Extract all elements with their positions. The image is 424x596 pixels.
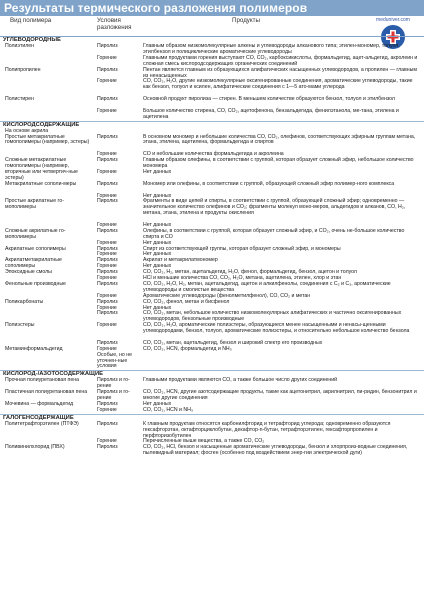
polymer-cell: Полиэстеры [5,322,35,329]
products-cell: CO, CO₂, HCN, формальдегид и NH₃ [143,345,232,352]
polymer-cell: Метакрилатные сополи-меры [5,180,77,187]
conditions-cell: Горение [97,168,117,175]
products-cell: Главным образом низкомолекулярные алкены и углеводороды алканового типа; этилен-мономер, толуол, этилбензол и полициклические ароматические углеводороды [143,43,400,55]
conditions-cell: Горение [97,322,117,329]
polymer-cell: Сложные акрилатные го-мополимеры [5,227,66,240]
products-cell: CO и небольшие количества формальдегида и акролеина [143,151,284,158]
products-cell: Главным образом олефины, в соответствии с группой, которая образует сложный эфир, небольшое количество мономера [143,157,414,170]
polymer-table [0,37,424,463]
table-row [0,353,424,371]
conditions-cell: Горение [97,263,117,270]
page-title: Результаты термического разложения полимеров [4,1,308,15]
polymer-cell: Мочевина — формальдегид [5,400,74,407]
products-cell: Основной продукт пиролиза — стирен. В меньшем количестве образуются бензол, толуол и этилбензол [143,96,395,103]
conditions-cell: Пиролиз [97,269,118,276]
polymer-cell: Поликарбонаты [5,298,44,305]
products-cell: Олефины, в соответствии с группой, которая образует сложный эфир, и CO₂, очень не-большое количество спирта и CO [143,227,405,240]
polymer-cell: Метаминформальдегид [5,345,63,352]
table-row [0,229,424,241]
products-cell: Нет данных [143,400,172,407]
products-cell: CO, CO₂, фенол, метан и бисфенол [143,298,230,305]
table-row [0,282,424,294]
polymer-cell: Пластичная полиуретановая пена [5,389,88,396]
table-row [0,422,424,440]
table-row [0,445,424,463]
products-cell: Нет данных [143,239,172,246]
polymer-cell: Сложные метакрилатные гомополимеры (например, вторичные или четвертич-ные эстеры) [5,157,78,181]
conditions-cell: Горение [97,192,117,199]
products-cell: CO, CO₂, метан, ацетальдегид, бензол и широкий спектр его производных [143,339,323,346]
products-cell: Нет данных [143,192,172,199]
table-row [0,199,424,223]
table-row [0,56,424,68]
polymer-cell: Акрилатные сополимеры [5,245,66,252]
conditions-cell: Горение [97,275,117,282]
products-cell: Фрагменты в виде цепей и спирты, в соответствии с группой, образующей сложный эфир; одновременно — значительное количество олефинов и CO₂; фрагменты молекул моно-меров, альдегидов и алканов, CO, H₂, метана, этана, этилена и продукты окисления [143,198,406,217]
table-row [0,170,424,182]
conditions-cell: Горение [97,345,117,352]
products-cell: Главными продуктами горения выступают CO, CO₂, карбоксикислоты, формальдегид, ацет-альдегид, акролеин и сложная смесь кислородсодержащих органических соединений [143,54,418,67]
polymer-cell: Фенольные производные [5,280,66,287]
polymer-cell: Эпоксидные смолы [5,269,52,276]
products-cell: Ароматические углеводороды (фенолметилфенол), CO, CO₂ и метан [143,292,311,299]
products-cell: Нет данных [143,168,172,175]
products-cell: Нет данных [143,222,172,229]
conditions-cell: Горение [97,222,117,229]
polymer-cell: Полистирен [5,96,34,103]
table-row [0,135,424,153]
conditions-cell: Горение [97,107,117,114]
conditions-cell: Пиролиз [97,245,118,252]
products-cell: В основном мономер и небольшие количества CO, CO₂, олефинов, соответствующих эфирным группам метана, этана, этилена, ацетилена, формальдегида и спиртов [143,133,416,146]
products-cell: Перечисленные выше вещества, а также CO, CO₂ [143,438,265,445]
conditions-cell: Горение [97,304,117,311]
section-heading: КИСЛОРОДСОДЕРЖАЩИЕ [3,121,80,128]
products-cell: Нет данных [143,304,172,311]
table-row [0,109,424,121]
products-cell: CO, CO₂, H₂O, H₂, метан, ацетальдегид, ацетон и алкилфенолы, соединения с C₂ и C₃, ароматические углеводороды и смолистые вещества [143,280,391,293]
polymer-cell: На основе акрила [5,127,49,134]
conditions-cell: Пиролиз [97,257,118,264]
conditions-cell: Особые, но не уточнен-ные условия [97,351,132,370]
polymer-cell: Простые акрилатные го-мополимеры [5,198,64,211]
products-cell: CO, CO₂, HCN, другие азотсодержащие продукты, такие как ацетонитрил, акрилнитрил, пи-ридин, бензонитрил и многие другие соединения [143,389,417,402]
products-cell: CO, CO₂, метан, небольшое количество низкомолекулярных алифатических и частично оксигенированных углеводородов, бензольные производные [143,310,402,323]
conditions-cell: Горение [97,251,117,258]
conditions-cell: Пиролиз [97,133,118,140]
conditions-cell: Пиролиз [97,96,118,103]
section-heading: УГЛЕВОДОРОДНЫЕ [3,37,61,43]
products-cell: CO, CO₂, HCl, бензол и насыщенные ароматические углеводороды, бензол и хлорпроиз-водные соединения, пылевидный материал; фосген (особенно под воздействием энер-гии электрической дуги) [143,444,408,457]
conditions-cell: Пиролиз [97,298,118,305]
conditions-cell: Горение [97,78,117,85]
polymer-cell: Полиэтилен [5,43,35,49]
products-cell: Большое количество стирена, CO, CO₂, ацетофенона, бензальдегида, фенилэтанола, ме-тана, этилена и ацетилена [143,107,399,120]
table-row [0,79,424,97]
products-cell: CO, CO₂, H₂O, другие низкомолекулярные оксигенированные соединения, ароматические углеводороды, такие как бензол, толуол и ксилен, алифатические соединения с 1—5 ато-мами углерода [143,78,413,91]
conditions-cell: Пиролиз и го-рение [97,377,130,390]
table-row [0,408,424,414]
products-cell: Пентан является главным из образующихся алифатических насыщенных углеводородов, а пропилен — главным из ненасыщенных [143,66,417,79]
polymer-cell: Поливинилхлорид (ПВХ) [5,444,65,451]
products-cell: К главным продуктам относятся карбонилфторид и тетрафторид углерода; одновременно образуются гексафторэтан, октафторциклобутан, декафтор-n-бутан, тетрафторэтилен, гексафторпропилен и перфторизобутилен [143,420,391,439]
conditions-cell: Горение [97,151,117,158]
header-products: Продукты [232,17,260,24]
products-cell: Акрилат и метакрилатмономер [143,257,218,264]
products-cell: HCl и меньшие количества CO, CO₂, H₂O, метана, ацетилена, этилен, хлор и этан [143,275,342,282]
conditions-cell: Пиролиз [97,420,118,427]
conditions-cell: Горение [97,239,117,246]
conditions-cell: Пиролиз [97,66,118,73]
conditions-cell: Пиролиз [97,339,118,346]
products-cell: Нет данных [143,251,172,258]
conditions-cell: Пиролиз [97,400,118,407]
products-cell: Спирт из соответствующей группы, которая образует сложный эфир, и мономеры [143,245,341,252]
table-row [0,323,424,341]
section-heading: КИСЛОРОД-/АЗОТОСОДЕРЖАЩИЕ [3,371,103,378]
polymer-cell: Политетрафторэтилен (ПТФЭ) [5,420,79,427]
conditions-cell: Пиролиз [97,310,118,317]
products-cell: CO, CO₂, HCN и NH₃ [143,406,193,413]
logo-text: meduniver.com [376,17,410,23]
header-conditions: Условия разложения [97,17,132,31]
conditions-cell: Горение [97,292,117,299]
header-polymer: Вид полимера [10,17,52,24]
conditions-cell: Пиролиз [97,444,118,451]
title-banner [0,0,424,16]
conditions-cell: Пиролиз [97,180,118,187]
conditions-cell: Пиролиз и го-рение [97,389,130,402]
polymer-cell: Полипропилен [5,66,41,73]
table-row [0,182,424,194]
section-heading: ГАЛОГЕНСОДЕРЖАЩИЕ [3,414,74,421]
products-cell: CO, CO₂, H₂O, ароматические полиэстеры, образующиеся менее насыщенными и ненасы-щенными углеводородами, бензол, толуол, ароматические полиэстеры, и относительно небольшое количество бензола [143,322,410,335]
polymer-cell: Прочная полиуретановая пена [5,377,79,384]
conditions-cell: Пиролиз [97,280,118,287]
conditions-cell: Пиролиз [97,227,118,234]
conditions-cell: Пиролиз [97,157,118,164]
conditions-cell: Пиролиз [97,198,118,205]
polymer-cell: Акрилатметакрилатные сополимеры [5,257,62,270]
products-cell: Мономер или олефины, в соответствии с группой, образующей сложный эфир полимер-ного комплекса [143,180,395,187]
conditions-cell: Пиролиз [97,43,118,49]
conditions-cell: Горение [97,406,117,413]
conditions-cell: Горение [97,54,117,61]
conditions-cell: Горение [97,438,117,445]
polymer-cell: Простые метакрилатные гомополимеры (например, эстеры) [5,133,90,146]
products-cell: Главными продуктами являются CO, а также большое число других соединений [143,377,338,384]
products-cell: Нет данных [143,263,172,270]
products-cell: CO, CO₂, H₂, метан, ацетальдегид, H₂O, фенол, формальдегид, бензол, ацетон и толуол [143,269,357,276]
